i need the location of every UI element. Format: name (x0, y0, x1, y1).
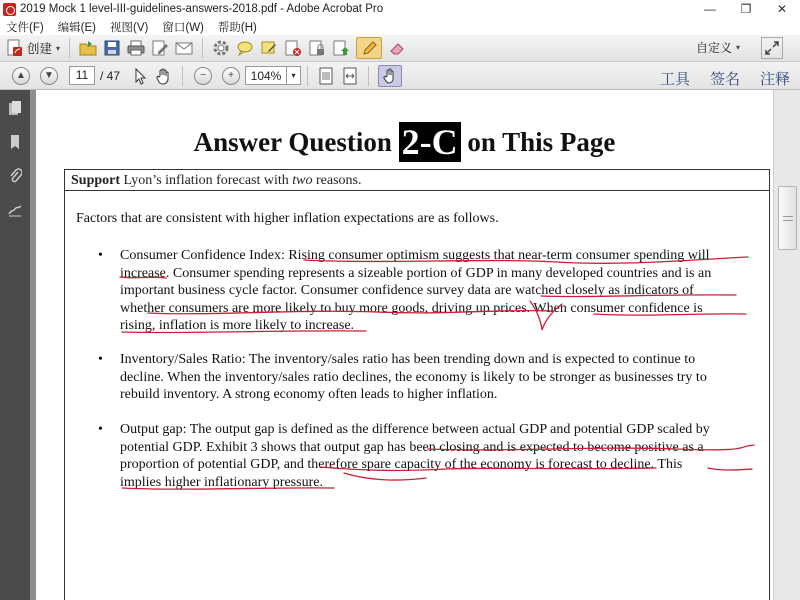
main-toolbar (0, 35, 800, 62)
protect-button[interactable] (308, 37, 326, 59)
text-line: rebuild inventory. A strong economy often leads to higher inflation. (120, 387, 498, 402)
arrow-down-icon: ▼ (44, 70, 54, 81)
create-label: 创建 (27, 42, 53, 56)
comment-button[interactable] (236, 37, 254, 59)
comment-bubble-icon (236, 39, 254, 57)
plus-icon: + (228, 70, 234, 81)
email-button[interactable] (175, 37, 193, 59)
comment-panel-tab[interactable]: 注释 (759, 71, 790, 88)
fit-width-icon (341, 67, 359, 85)
cursor-arrow-icon (131, 67, 149, 85)
prompt-text: Lyon’s inflation forecast with (120, 173, 293, 188)
question-number: 2-C (399, 122, 461, 162)
menu-view[interactable]: 视图(V) (110, 21, 149, 34)
export-button[interactable] (332, 37, 350, 59)
hand-pointer-icon (381, 67, 399, 85)
redact-button[interactable] (284, 37, 302, 59)
toolbar-separator (202, 38, 203, 58)
menu-bar (0, 18, 800, 35)
settings-button[interactable] (212, 37, 230, 59)
gear-icon (212, 39, 230, 57)
edit-document-icon (151, 39, 169, 57)
page-total: / 47 (100, 68, 121, 83)
text-line: potential GDP. Exhibit 3 shows that output gap has been closing and is expected to become positive as a (120, 439, 704, 455)
vertical-scrollbar[interactable] (773, 90, 800, 600)
prompt-italic: two (292, 173, 313, 188)
customize-dropdown[interactable] (696, 39, 740, 56)
zoom-value: 104% (250, 68, 282, 83)
list-item-inventory-sales (120, 351, 760, 404)
highlighter-icon (360, 39, 378, 57)
minimize-button[interactable]: — (704, 2, 716, 16)
heading-text-before: Answer Question (193, 127, 392, 157)
lock-document-icon (308, 39, 326, 57)
text-line: rising, inflation is more likely to increase. (120, 318, 355, 333)
text-line: proportion of potential GDP, and therefore spare capacity of the economy is forecast to decline. This (120, 457, 683, 472)
pdf-page (36, 90, 773, 600)
heading-text-after: on This Page (467, 127, 616, 157)
close-button[interactable]: ✕ (776, 2, 788, 16)
highlight-button[interactable] (356, 37, 382, 59)
edit-document-button[interactable] (151, 37, 169, 59)
text-line: Consumer Confidence Index: Rising consumer optimism suggests that near-term consumer spending will (120, 248, 710, 263)
page-heading (36, 122, 773, 162)
tools-panel-tab[interactable]: 工具 (659, 71, 690, 88)
signatures-icon[interactable] (8, 202, 22, 218)
text-line: decline. When the inventory/sales ratio declines, the economy is likely to be stronger as businesses try to (120, 369, 707, 385)
zoom-select[interactable] (245, 66, 301, 85)
arrow-up-icon: ▲ (16, 70, 26, 81)
create-button[interactable] (6, 37, 60, 59)
question-prompt (64, 169, 770, 191)
create-dropdown-icon: ▾ (56, 43, 61, 53)
print-icon (127, 39, 145, 57)
document-viewport[interactable] (30, 90, 800, 600)
prompt-end: reasons. (312, 173, 362, 188)
fit-width-button[interactable] (341, 65, 359, 87)
menu-window[interactable]: 窗口(W) (162, 21, 204, 34)
read-mode-button[interactable] (378, 65, 402, 87)
text-line: increase. Consumer spending represents a sizeable portion of GDP in many developed countries and is an (120, 265, 712, 281)
panel-tabs (640, 68, 790, 89)
eraser-icon (388, 39, 406, 57)
expand-button[interactable] (761, 37, 783, 59)
eraser-button[interactable] (388, 37, 406, 59)
menu-help[interactable]: 帮助(H) (217, 21, 257, 34)
expand-icon (763, 39, 781, 57)
list-item-output-gap (120, 421, 760, 491)
customize-label: 自定义 (695, 41, 732, 55)
create-pdf-icon (6, 39, 24, 57)
save-icon (103, 39, 121, 57)
text-line: important business cycle factor. Consumer confidence survey data are watched closely as indicators of (120, 283, 694, 298)
open-folder-icon (79, 39, 97, 57)
page-number-input[interactable]: 11 (69, 66, 95, 85)
print-button[interactable] (127, 37, 145, 59)
prompt-bold: Support (71, 173, 121, 188)
bullet-marker: • (98, 422, 103, 437)
save-button[interactable] (103, 37, 121, 59)
toolbar-separator (69, 38, 70, 58)
previous-page-button[interactable] (12, 67, 30, 85)
menu-edit[interactable]: 编辑(E) (57, 21, 97, 34)
select-tool-button[interactable] (131, 65, 149, 87)
text-line: Inventory/Sales Ratio: The inventory/sales ratio has been trending down and is expected to continue to (120, 352, 696, 367)
window-controls (692, 0, 800, 18)
navigation-toolbar (0, 62, 800, 90)
sticky-note-button[interactable] (260, 37, 278, 59)
export-icon (332, 39, 350, 57)
sign-panel-tab[interactable]: 签名 (709, 71, 740, 88)
toolbar-separator (307, 66, 308, 86)
acrobat-app-icon (3, 3, 16, 16)
customize-dropdown-icon: ▾ (735, 43, 740, 52)
open-button[interactable] (79, 37, 97, 59)
navigation-pane (0, 90, 30, 600)
redact-icon (284, 39, 302, 57)
zoom-out-button[interactable] (194, 67, 212, 85)
next-page-button[interactable] (40, 67, 58, 85)
fit-page-icon (317, 67, 335, 85)
hand-icon (155, 67, 173, 85)
scrollbar-thumb[interactable] (778, 186, 797, 250)
restore-button[interactable]: ❐ (740, 2, 752, 16)
bookmarks-icon[interactable] (8, 134, 22, 150)
text-line: Output gap: The output gap is defined as the difference between actual GDP and potential GDP scaled by (120, 422, 710, 437)
fit-page-button[interactable] (317, 65, 335, 87)
window-title: 2019 Mock 1 level-III-guidelines-answers-2018.pdf - Adobe Acrobat Pro (20, 3, 384, 15)
attachments-icon[interactable] (8, 168, 22, 184)
title-bar (0, 0, 800, 18)
list-item-consumer-confidence (120, 247, 760, 335)
toolbar-separator (368, 66, 369, 86)
menu-file[interactable]: 文件(F) (6, 21, 44, 34)
bullet-marker: • (98, 248, 103, 263)
minus-icon: − (200, 70, 206, 81)
text-line: implies higher inflationary pressure. (120, 474, 323, 490)
toolbar-separator (182, 66, 183, 86)
page-thumbnails-icon[interactable] (8, 100, 22, 116)
hand-tool-button[interactable] (155, 65, 173, 87)
intro-paragraph: Factors that are consistent with higher inflation expectations are as follows. (76, 211, 499, 226)
email-icon (175, 39, 193, 57)
zoom-in-button[interactable] (222, 67, 240, 85)
sticky-note-icon (260, 39, 278, 57)
zoom-dropdown-icon: ▾ (286, 67, 300, 84)
text-line: whether consumers are more likely to buy more goods, driving up prices. When consumer confidence is (120, 300, 703, 316)
bullet-marker: • (98, 352, 103, 367)
